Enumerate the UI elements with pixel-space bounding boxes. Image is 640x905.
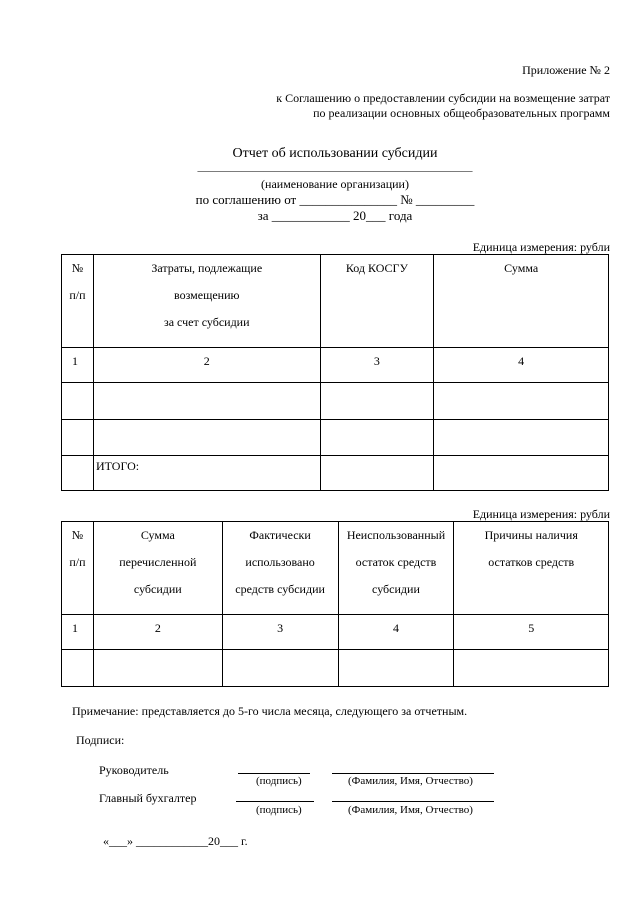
- signatures-label: Подписи:: [76, 733, 125, 747]
- column-number-3: 3: [320, 348, 434, 383]
- header-unused-balance: Неиспользованный остаток средств субсидии: [338, 522, 454, 615]
- header-amount: Сумма: [434, 255, 609, 348]
- table-row: [62, 420, 609, 456]
- table-number-row: [62, 348, 609, 383]
- header-transferred-amount: Сумма перечисленной субсидии: [93, 522, 222, 615]
- head-name-caption: (Фамилия, Имя, Отчество): [348, 775, 473, 787]
- accountant-name-caption: (Фамилия, Имя, Отчество): [348, 804, 473, 816]
- table-number-row: [62, 615, 609, 650]
- organization-line: __________________________________________________: [197, 161, 473, 173]
- subsidy-usage-table: [61, 521, 609, 687]
- column-number-4: 4: [338, 615, 454, 650]
- head-name-line: [332, 773, 494, 774]
- date-line: «___» ____________20___ г.: [103, 834, 248, 848]
- header-kosgu: Код КОСГУ: [320, 255, 434, 348]
- period-line: за ____________ 20___ года: [257, 208, 413, 223]
- head-signature-line: [238, 773, 310, 774]
- agreement-line: по соглашению от _______________ № _________: [195, 192, 475, 207]
- agreement-reference-line-2: по реализации основных общеобразовательных программ: [313, 106, 610, 120]
- accountant-signature-line: [236, 801, 314, 802]
- column-number-4: 4: [434, 348, 609, 383]
- table1-unit: Единица измерения: рубли: [472, 240, 610, 254]
- agreement-reference-line-1: к Соглашению о предоставлении субсидии на возмещение затрат: [276, 91, 610, 105]
- table-header-row: [62, 255, 609, 348]
- appendix-number: Приложение № 2: [522, 63, 610, 77]
- column-number-1: 1: [62, 615, 94, 650]
- table2-unit: Единица измерения: рубли: [472, 507, 610, 521]
- column-number-1: 1: [62, 348, 94, 383]
- total-row: [62, 456, 609, 491]
- expenses-table: [61, 254, 609, 491]
- header-actually-used: Фактически использовано средств субсидии: [222, 522, 338, 615]
- accountant-signature-caption: (подпись): [256, 804, 302, 816]
- organization-caption: (наименование организации): [261, 177, 409, 191]
- column-number-3: 3: [222, 615, 338, 650]
- note-text: Примечание: представляется до 5-го числа месяца, следующего за отчетным.: [72, 704, 468, 718]
- table-header-row: [62, 522, 609, 615]
- head-label: Руководитель: [99, 763, 169, 777]
- header-number: № п/п: [62, 255, 94, 348]
- table-row: [62, 383, 609, 420]
- header-expenses: Затраты, подлежащие возмещению за счет субсидии: [93, 255, 320, 348]
- report-title: Отчет об использовании субсидии: [232, 146, 438, 161]
- total-label: ИТОГО:: [95, 459, 140, 473]
- column-number-2: 2: [93, 615, 222, 650]
- table-row: [62, 650, 609, 687]
- accountant-label: Главный бухгалтер: [99, 791, 197, 805]
- column-number-2: 2: [93, 348, 320, 383]
- header-number: № п/п: [62, 522, 94, 615]
- accountant-name-line: [332, 801, 494, 802]
- header-balance-reasons: Причины наличия остатков средств: [454, 522, 609, 615]
- head-signature-caption: (подпись): [256, 775, 302, 787]
- column-number-5: 5: [454, 615, 609, 650]
